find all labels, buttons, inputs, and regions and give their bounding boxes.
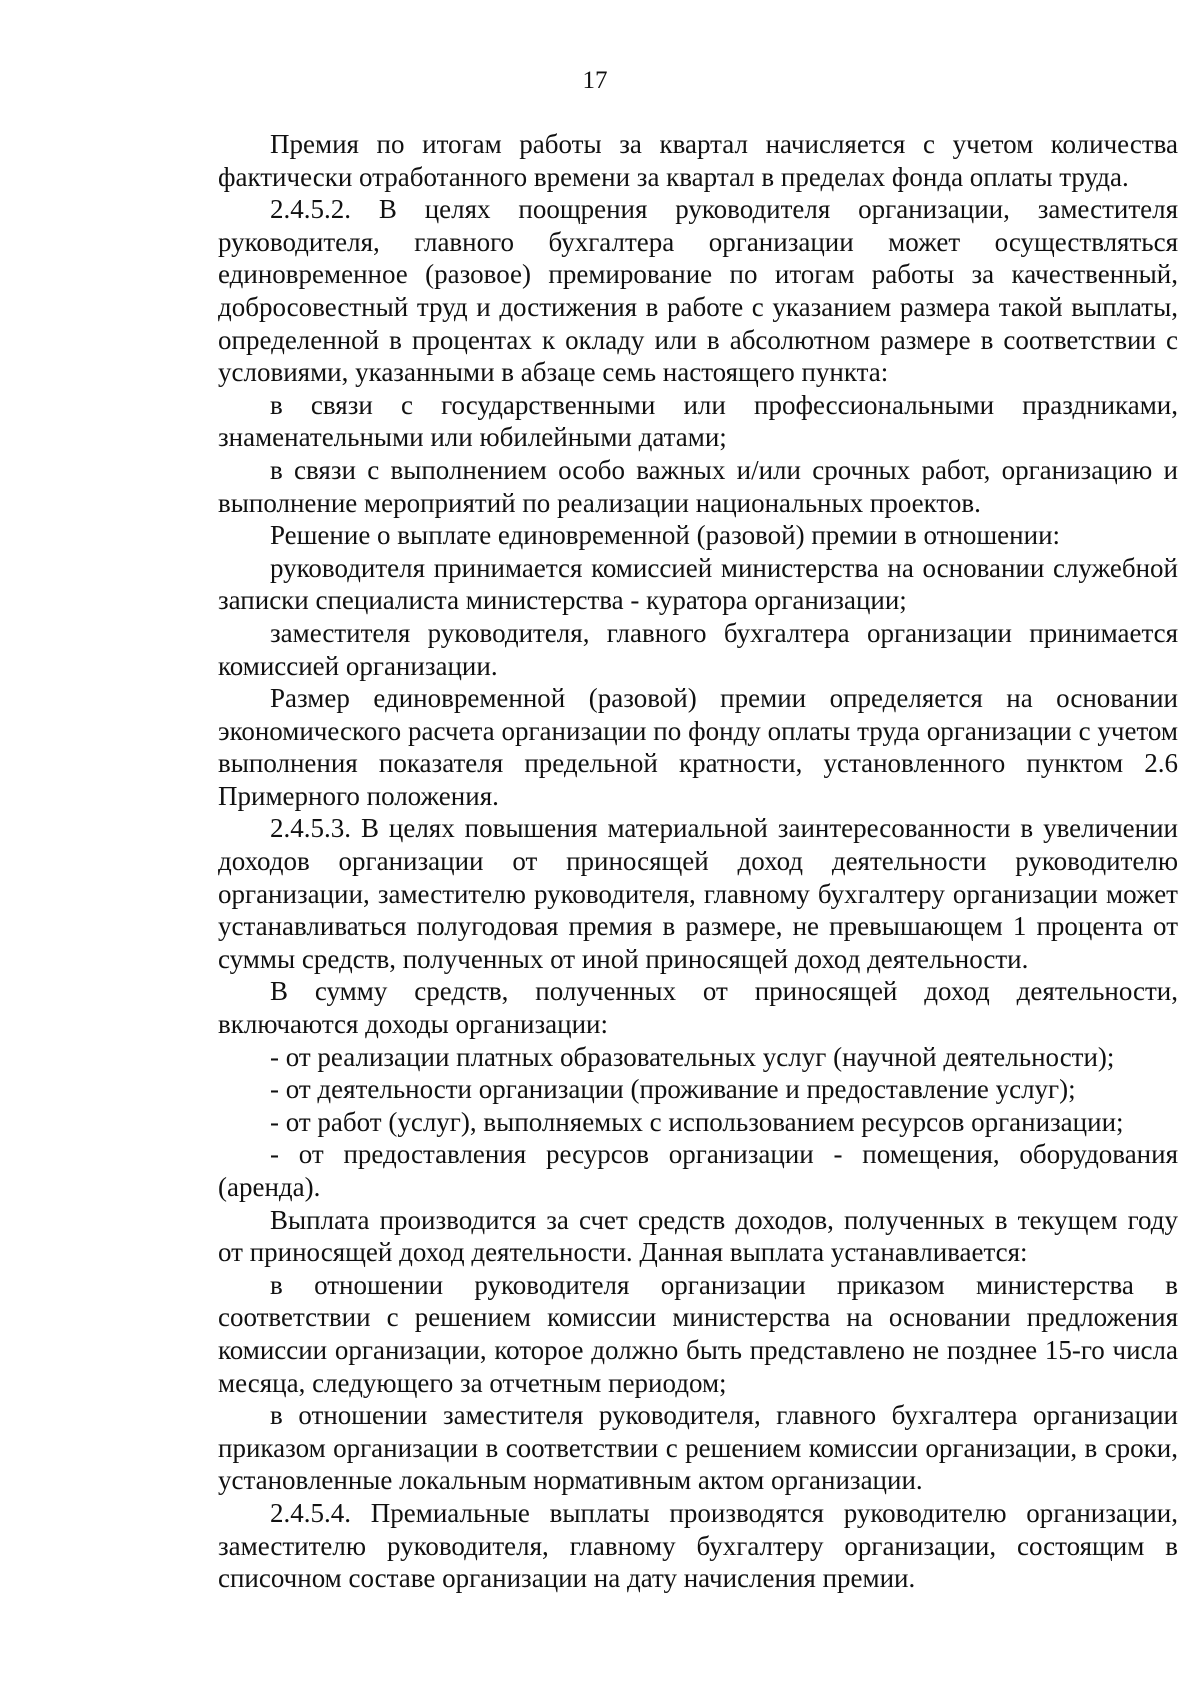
paragraph-2-4-5-4: 2.4.5.4. Премиальные выплаты производятся руководителю организации, заместителю руководителя, главному бухгалтеру организации, состоящим в списочном составе организации на дату начисления премии. (218, 1497, 1178, 1594)
list-item-works-services: - от работ (услуг), выполняемых с использованием ресурсов организации; (270, 1106, 1124, 1137)
paragraph-2-4-5-2: 2.4.5.2. В целях поощрения руководителя организации, заместителя руководителя, главного бухгалтера организации может осуществляться единовременное (разовое) премирование по итогам работы за качественный, добросовестный труд и достижения в работе с указанием размера такой выплаты, определенной в процентах к окладу или в абсолютном размере в соответствии с условиями, указанными в абзаце семь настоящего пункта: (218, 194, 1178, 388)
paragraph-quarter-bonus: Премия по итогам работы за квартал начисляется с учетом количества фактически отработанного времени за квартал в пределах фонда оплаты труда. (218, 129, 1178, 192)
paragraph-head-decision: руководителя принимается комиссией министерства на основании служебной записки специалиста министерства - куратора организации; (218, 552, 1178, 616)
paragraph-bonus-size: Размер единовременной (разовой) премии определяется на основании экономического расчета организации по фонду оплаты труда организации с учетом выполнения показателя предельной кратности, установленного пунктом 2.6 Примерного положения. (218, 683, 1178, 811)
paragraph-2-4-5-3: 2.4.5.3. В целях повышения материальной заинтересованности в увеличении доходов организации от приносящей доход деятельности руководителю организации, заместителю руководителя, главному бухгалтеру организации может устанавливаться полугодовая премия в размере, не превышающем 1 процента от суммы средств, полученных от иной приносящей доход деятельности. (218, 813, 1178, 974)
paragraph-deputy-order: в отношении заместителя руководителя, главного бухгалтера организации приказом организации в соответствии с решением комиссии организации, в сроки, установленные локальным нормативным актом организации. (218, 1400, 1178, 1496)
paragraph-income-sum: В сумму средств, полученных от приносящей доход деятельности, включаются доходы организации: (218, 976, 1178, 1040)
paragraph-decision: Решение о выплате единовременной (разовой) премии в отношении: (270, 520, 1061, 551)
document-body (218, 128, 1178, 1595)
paragraph-deputy-decision: заместителя руководителя, главного бухгалтера организации принимается комиссией организации. (218, 617, 1178, 681)
paragraph-head-order: в отношении руководителя организации приказом министерства в соответствии с решением комиссии министерства на основании предложения комиссии организации, которое должно быть представлено не позднее 15-го числа месяца, следующего за отчетным периодом; (218, 1269, 1178, 1398)
paragraph-holidays: в связи с государственными или профессиональными праздниками, знаменательными или юбилейными датами; (218, 389, 1178, 453)
paragraph-payment-source: Выплата производится за счет средств доходов, полученных в текущем году от приносящей доход деятельности. Данная выплата устанавливается: (218, 1204, 1178, 1268)
list-item-education-services: - от реализации платных образовательных услуг (научной деятельности); (270, 1041, 1115, 1072)
paragraph-urgent-work: в связи с выполнением особо важных и/или срочных работ, организацию и выполнение мероприятий по реализации национальных проектов. (218, 454, 1178, 518)
list-item-accommodation: - от деятельности организации (проживание и предоставление услуг); (270, 1074, 1076, 1105)
list-item-rent: - от предоставления ресурсов организации - помещения, оборудования (аренда). (218, 1139, 1178, 1202)
page-number: 17 (582, 67, 608, 94)
